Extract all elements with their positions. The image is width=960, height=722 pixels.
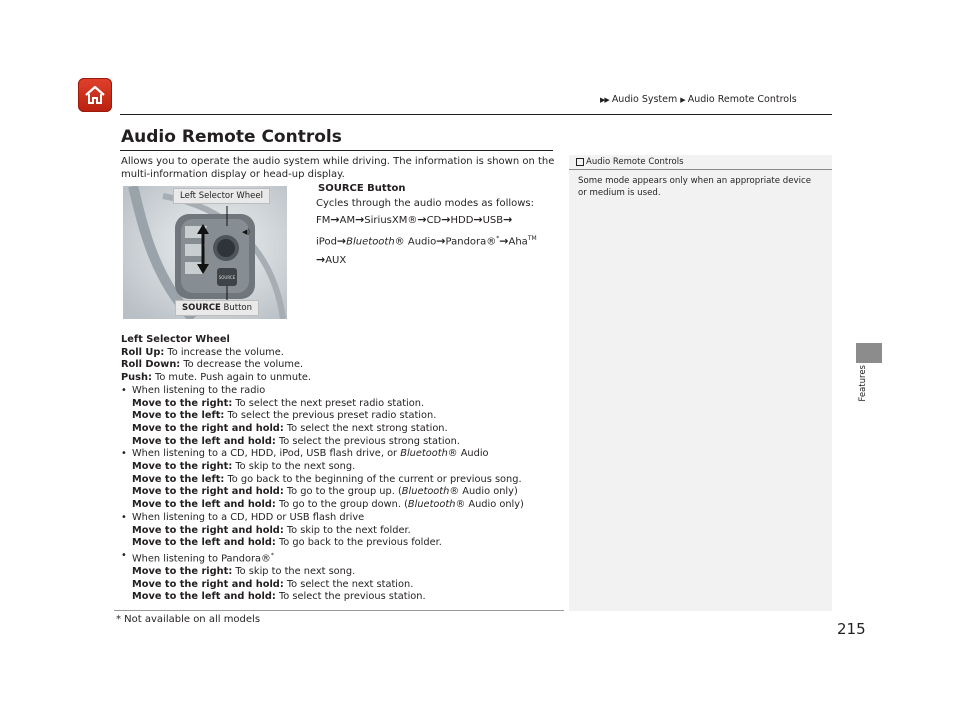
list-item: Move to the left and hold: To go back to the previous folder. [132, 537, 442, 549]
list-item: Move to the left and hold: To select the previous station. [132, 591, 426, 603]
arrow-icon: → [355, 213, 365, 226]
list-item: Roll Down: To decrease the volume. [121, 359, 304, 371]
arrow-icon: → [336, 234, 347, 248]
list-item: Move to the right and hold: To select the next strong station. [132, 422, 448, 434]
list-item: Move to the left and hold: To select the previous strong station. [132, 435, 460, 447]
source-description: Cycles through the audio modes as follows: [316, 198, 535, 209]
note-title: Audio Remote Controls [576, 157, 684, 167]
chapter-tab[interactable] [856, 343, 882, 363]
arrow-icon: → [436, 234, 446, 248]
section-heading: Left Selector Wheel [121, 334, 230, 345]
breadcrumb-item-current: Audio Remote Controls [687, 94, 797, 105]
bullet-cd: • When listening to a CD, HDD, iPod, USB flash drive, or Bluetooth® Audio [121, 448, 561, 461]
bullet-folder: • When listening to a CD, HDD or USB flash drive [121, 512, 561, 525]
breadcrumb-item-audio-system[interactable]: Audio System [611, 94, 678, 105]
arrow-icon: → [499, 234, 509, 248]
title-rule [120, 150, 553, 151]
source-button-text: SOURCE [218, 275, 236, 280]
list-item: Move to the right and hold: To go to the group up. (Bluetooth® Audio only) [132, 486, 518, 498]
list-item: Move to the right and hold: To skip to the next folder. [132, 524, 411, 536]
header-rule [120, 114, 832, 115]
list-item: Move to the left and hold: To go to the group down. (Bluetooth® Audio only) [132, 499, 524, 511]
source-heading: SOURCE Button [318, 183, 406, 194]
note-panel [569, 155, 832, 611]
breadcrumb-arrow-icon: ▶ [680, 96, 685, 104]
callout-source-button: SOURCE Button [175, 300, 259, 316]
bullet-radio: • When listening to the radio [121, 385, 561, 398]
note-rule [569, 169, 832, 170]
footnote: * Not available on all models [116, 614, 261, 625]
list-item: Move to the right: To skip to the next song. [132, 461, 356, 473]
home-icon [83, 83, 107, 107]
page-title: Audio Remote Controls [121, 127, 342, 147]
list-item: Move to the right and hold: To select the next station. [132, 578, 414, 590]
bullet-pandora: • When listening to Pandora®* [121, 550, 561, 566]
page-number: 215 [837, 620, 866, 638]
note-text: Some mode appears only when an appropriate device or medium is used. [578, 176, 812, 198]
chapter-tab-label: Features [858, 365, 868, 402]
list-item: Push: To mute. Push again to unmute. [121, 372, 312, 384]
arrow-icon: → [417, 213, 427, 226]
arrow-icon: → [330, 213, 340, 226]
steering-wheel-illustration [123, 186, 287, 319]
list-item: Roll Up: To increase the volume. [121, 346, 284, 358]
list-item: Move to the left: To select the previous preset radio station. [132, 410, 437, 422]
breadcrumb-arrow-icon: ▶▶ [600, 96, 609, 104]
arrow-icon: → [473, 213, 483, 226]
breadcrumb [600, 94, 797, 105]
callout-left-selector-wheel: Left Selector Wheel [173, 188, 270, 204]
selector-wheel-section [121, 334, 561, 604]
arrow-icon: → [503, 213, 513, 226]
intro-paragraph: Allows you to operate the audio system while driving. The information is shown on the multi-information display or head-up display. [121, 156, 555, 180]
list-item: Move to the left: To go back to the beginning of the current or previous song. [132, 473, 522, 485]
home-button[interactable] [78, 78, 112, 112]
svg-text:◀): ◀) [242, 228, 251, 236]
note-icon [576, 158, 584, 166]
arrow-icon: → [441, 213, 451, 226]
footnote-rule [114, 610, 564, 611]
list-item: Move to the right: To select the next preset radio station. [132, 397, 425, 409]
list-item: Move to the right: To skip to the next song. [132, 565, 356, 577]
source-mode-sequence: FM→AM→SiriusXM®→CD→HDD→USB→ iPod→Bluetooth® Audio→Pandora®*→Aha™ →AUX [316, 213, 537, 267]
arrow-icon: → [316, 253, 326, 267]
